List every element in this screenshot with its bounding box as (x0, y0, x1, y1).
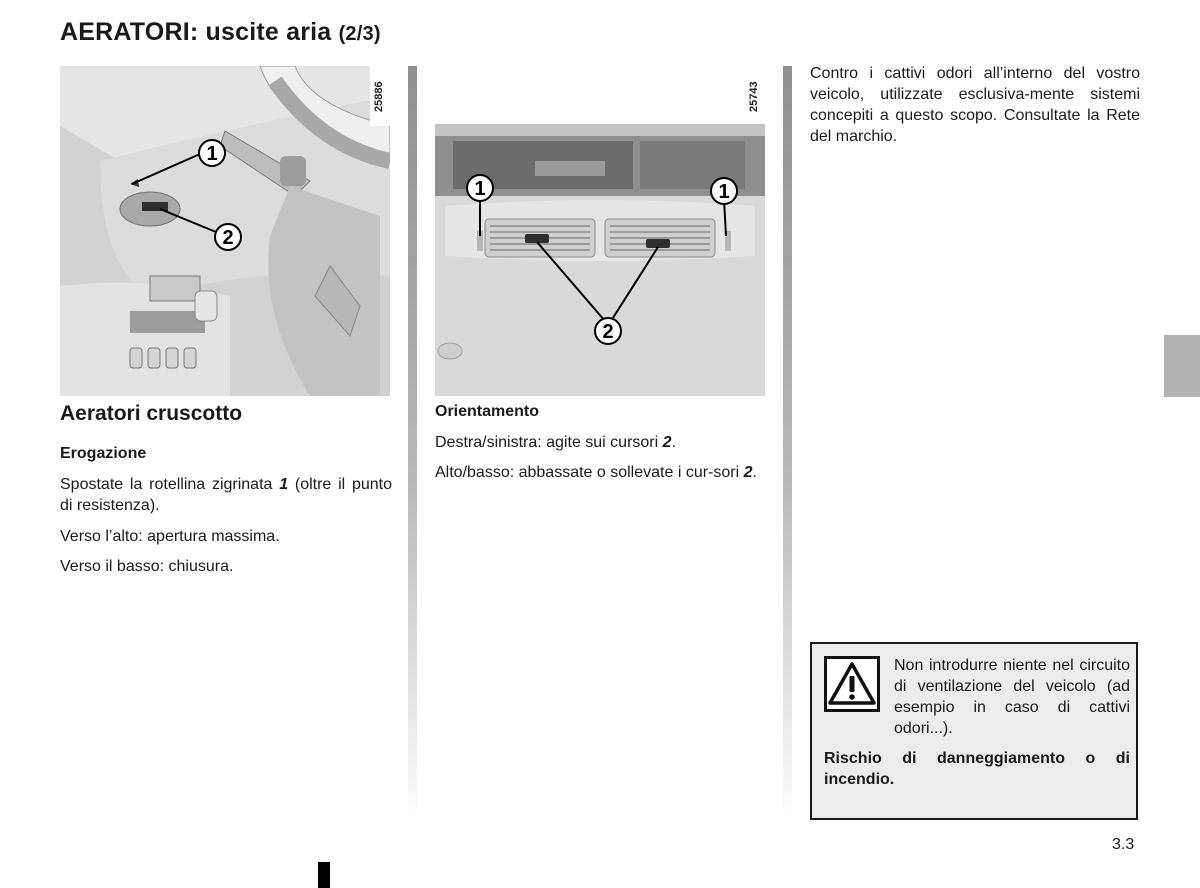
callout-2: 2 (222, 227, 234, 249)
figure-code: 25886 (373, 81, 385, 112)
paragraph-text: . (752, 464, 757, 481)
paragraph-cattivi-odori: Contro i cattivi odori all’interno del vostro veicolo, utilizzate esclusiva-mente sistemi concepiti a questo scopo. Consultate la Rete del marchio. (810, 65, 1140, 145)
figure-code: 25743 (748, 81, 760, 112)
paragraph-text: . (671, 434, 676, 451)
section-heading: Aeratori cruscotto (60, 402, 243, 425)
reference-number: 2 (743, 464, 753, 481)
paragraph-text: Spostate la rotellina zigrinata (60, 476, 280, 493)
reference-number: 2 (662, 434, 672, 451)
subheading-erogazione: Erogazione (60, 445, 147, 462)
column-divider-right (783, 66, 792, 826)
side-chapter-tab (1164, 335, 1200, 397)
warning-box (810, 642, 1138, 820)
page-title (60, 18, 381, 47)
figure-dashboard-side-vent (60, 66, 390, 396)
paragraph-verso-alto: Verso l’alto: apertura massima. (60, 528, 280, 545)
callout-2: 2 (602, 321, 614, 343)
warning-risk-text: Rischio di danneggiamento o di incendio. (824, 750, 1130, 788)
paragraph-rotellina (60, 474, 392, 516)
figure-central-vents (435, 66, 765, 396)
bottom-marker (318, 862, 330, 888)
side-vent-illustration (60, 66, 390, 396)
page-title-main: AERATORI: uscite aria (60, 18, 332, 46)
central-vents-illustration (435, 66, 765, 396)
warning-triangle-icon (824, 656, 880, 712)
paragraph-verso-basso: Verso il basso: chiusura. (60, 558, 234, 575)
paragraph-text: (oltre il punto di resistenza). (60, 476, 392, 514)
callout-1-right: 1 (718, 181, 730, 203)
paragraph-alto-basso (435, 462, 765, 483)
paragraph-destra-sinistra (435, 432, 765, 453)
reference-number: 1 (279, 476, 289, 493)
subheading-orientamento: Orientamento (435, 403, 540, 420)
paragraph-text: Destra/sinistra: agite sui cursori (435, 434, 663, 451)
paragraph-text: Alto/basso: abbassate o sollevate i cur-sori (435, 464, 744, 481)
warning-text: Non introdurre niente nel circuito di ventilazione del veicolo (ad esempio in caso di cattivi odori...). (894, 657, 1130, 737)
column-divider-left (408, 66, 417, 826)
callout-1-left: 1 (474, 178, 486, 200)
page-number: 3.3 (1112, 836, 1135, 853)
page-title-part: (2/3) (338, 23, 381, 45)
callout-1: 1 (206, 143, 218, 165)
